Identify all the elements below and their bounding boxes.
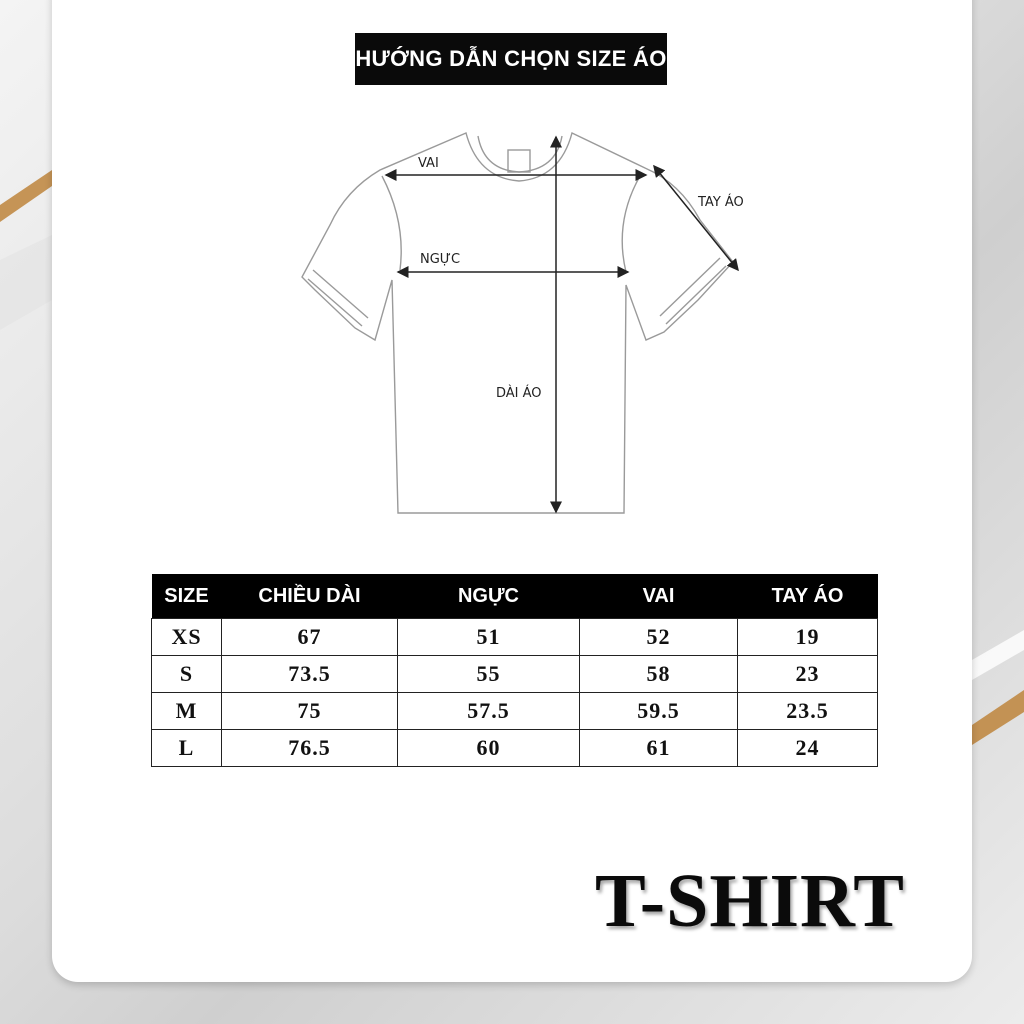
cell-length: 76.5	[222, 730, 398, 767]
header-length: CHIỀU DÀI	[222, 574, 398, 619]
shoulder-label: VAI	[418, 156, 439, 171]
cell-shoulder: 61	[580, 730, 738, 767]
header-size: SIZE	[152, 574, 222, 619]
cell-sleeve: 19	[738, 619, 878, 656]
chest-label: NGỰC	[420, 252, 461, 267]
cell-length: 75	[222, 693, 398, 730]
cell-sleeve: 23.5	[738, 693, 878, 730]
length-label: DÀI ÁO	[496, 386, 542, 401]
cell-chest: 55	[398, 656, 580, 693]
table-row	[152, 730, 878, 767]
cell-chest: 57.5	[398, 693, 580, 730]
table-row	[152, 656, 878, 693]
header-sleeve: TAY ÁO	[738, 574, 878, 619]
cell-size: M	[152, 693, 222, 730]
table-row	[152, 693, 878, 730]
cell-length: 67	[222, 619, 398, 656]
size-table	[151, 574, 878, 767]
header-shoulder: VAI	[580, 574, 738, 619]
cell-size: S	[152, 656, 222, 693]
cell-sleeve: 23	[738, 656, 878, 693]
tshirt-outline	[302, 133, 733, 513]
cell-shoulder: 59.5	[580, 693, 738, 730]
cell-chest: 51	[398, 619, 580, 656]
cell-sleeve: 24	[738, 730, 878, 767]
cell-size: L	[152, 730, 222, 767]
table-header-row	[152, 574, 878, 619]
page-title: HƯỚNG DẪN CHỌN SIZE ÁO	[355, 33, 667, 85]
header-chest: NGỰC	[398, 574, 580, 619]
sleeve-measure-line	[654, 166, 738, 270]
cell-length: 73.5	[222, 656, 398, 693]
brand-wordmark: T-SHIRT	[595, 859, 905, 943]
cell-chest: 60	[398, 730, 580, 767]
cell-shoulder: 52	[580, 619, 738, 656]
cell-size: XS	[152, 619, 222, 656]
table-row	[152, 619, 878, 656]
cell-shoulder: 58	[580, 656, 738, 693]
sleeve-label: TAY ÁO	[698, 195, 744, 210]
